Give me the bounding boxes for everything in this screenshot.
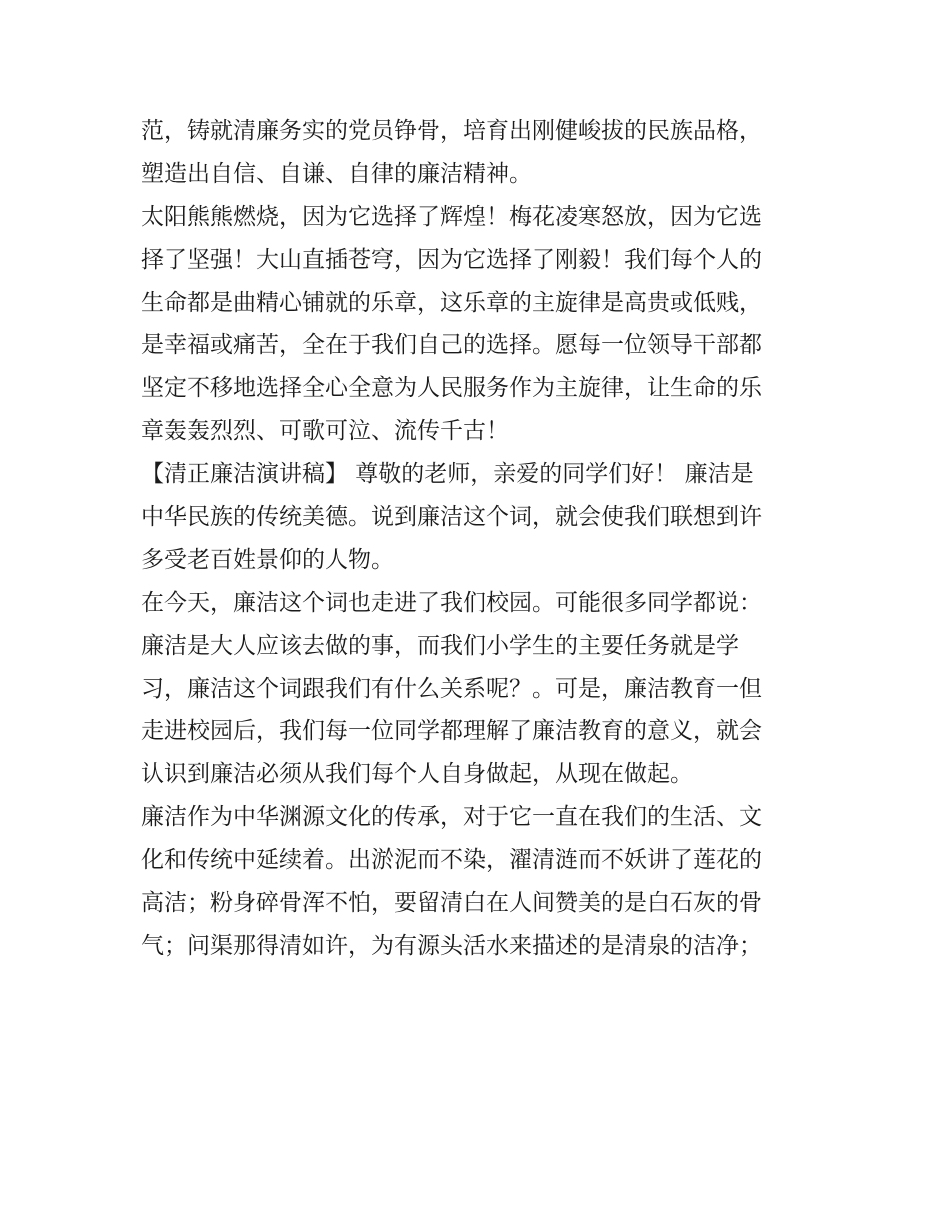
text-line: 塑造出自信、自谦、自律的廉洁精神。 xyxy=(141,160,532,187)
text-line: 太阳熊熊燃烧，因为它选择了辉煌！梅花凌寒怒放，因为它选 xyxy=(141,203,762,230)
text-line: 廉洁作为中华渊源文化的传承，对于它一直在我们的生活、文 xyxy=(141,804,762,831)
text-line: 生命都是曲精心铺就的乐章，这乐章的主旋律是高贵或低贱， xyxy=(141,289,762,316)
text-line: 多受老百姓景仰的人物。 xyxy=(141,546,394,573)
text-line: 中华民族的传统美德。说到廉洁这个词，就会使我们联想到许 xyxy=(141,504,762,531)
text-line: 习，廉洁这个词跟我们有什么关系呢？。可是，廉洁教育一但 xyxy=(141,675,762,702)
text-line: 化和传统中延续着。出淤泥而不染，濯清涟而不妖讲了莲花的 xyxy=(141,847,762,874)
document-body xyxy=(141,110,821,968)
text-line: 章轰轰烈烈、可歌可泣、流传千古！ xyxy=(141,418,509,445)
text-line: 廉洁是大人应该去做的事，而我们小学生的主要任务就是学 xyxy=(141,632,739,659)
text-line: 气；问渠那得清如许，为有源头活水来描述的是清泉的洁净； xyxy=(141,932,762,959)
text-line: 【清正廉洁演讲稿】 尊敬的老师，亲爱的同学们好！ 廉洁是 xyxy=(141,461,754,488)
text-line: 认识到廉洁必须从我们每个人自身做起，从现在做起。 xyxy=(141,761,693,788)
text-line: 在今天，廉洁这个词也走进了我们校园。可能很多同学都说： xyxy=(141,589,762,616)
text-line: 范，铸就清廉务实的党员铮骨，培育出刚健峻拔的民族品格， xyxy=(141,118,762,144)
text-line: 高洁；粉身碎骨浑不怕，要留清白在人间赞美的是白石灰的骨 xyxy=(141,890,762,917)
text-line: 是幸福或痛苦，全在于我们自己的选择。愿每一位领导干部都 xyxy=(141,332,762,359)
text-line: 择了坚强！大山直插苍穹，因为它选择了刚毅！我们每个人的 xyxy=(141,246,762,273)
text-line: 走进校园后，我们每一位同学都理解了廉洁教育的意义，就会 xyxy=(141,718,762,745)
text-line: 坚定不移地选择全心全意为人民服务作为主旋律，让生命的乐 xyxy=(141,375,762,402)
